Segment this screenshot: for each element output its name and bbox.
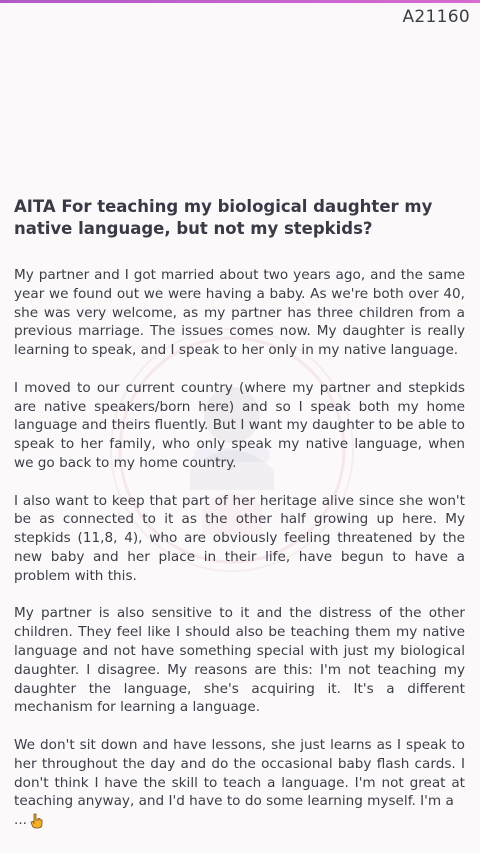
pointing-down-hand-icon [29, 813, 45, 829]
ellipsis-text: ... [14, 812, 27, 829]
post-content [14, 196, 465, 830]
post-paragraph: I also want to keep that part of her heritage alive since she won't be as connected to it as the other half growing up here. My stepkids (11,8, 4), who are obviously feeling threatened by the new baby and her place in their life, have begun to have a problem with this. [14, 492, 465, 584]
read-more-row[interactable] [14, 811, 465, 830]
post-paragraph: My partner is also sensitive to it and the distress of the other children. They feel like I should also be teaching them my native language and not have something special with just my biological daughter. I disagree. My reasons are this: I'm not teaching my daughter the language, she's acquiring it. It's a different mechanism for learning a language. [14, 605, 465, 716]
top-accent-bar [0, 0, 480, 3]
post-paragraph: My partner and I got married about two years ago, and the same year we found out we were having a baby. As we're both over 40, she was very welcome, as my partner has three children from a previous marriage. The issues comes now. My daughter is really learning to speak, and I speak to her only in my native language. [14, 267, 465, 359]
post-paragraph: I moved to our current country (where my partner and stepkids are native speakers/born here) and so I speak both my home language and theirs fluently. But I want my daughter to be able to speak to her family, who only speak my native language, when we go back to my home country. [14, 379, 465, 471]
post-title: AITA For teaching my biological daughter my native language, but not my stepkids? [14, 197, 433, 238]
post-id: A21160 [402, 7, 470, 27]
post-paragraph: We don't sit down and have lessons, she just learns as I speak to her throughout the day and do the occasional baby flash cards. I don't think I have the skill to teach a language. I'm not great at teaching anyway, and I'd have to do some learning myself. I'm a [14, 736, 465, 810]
